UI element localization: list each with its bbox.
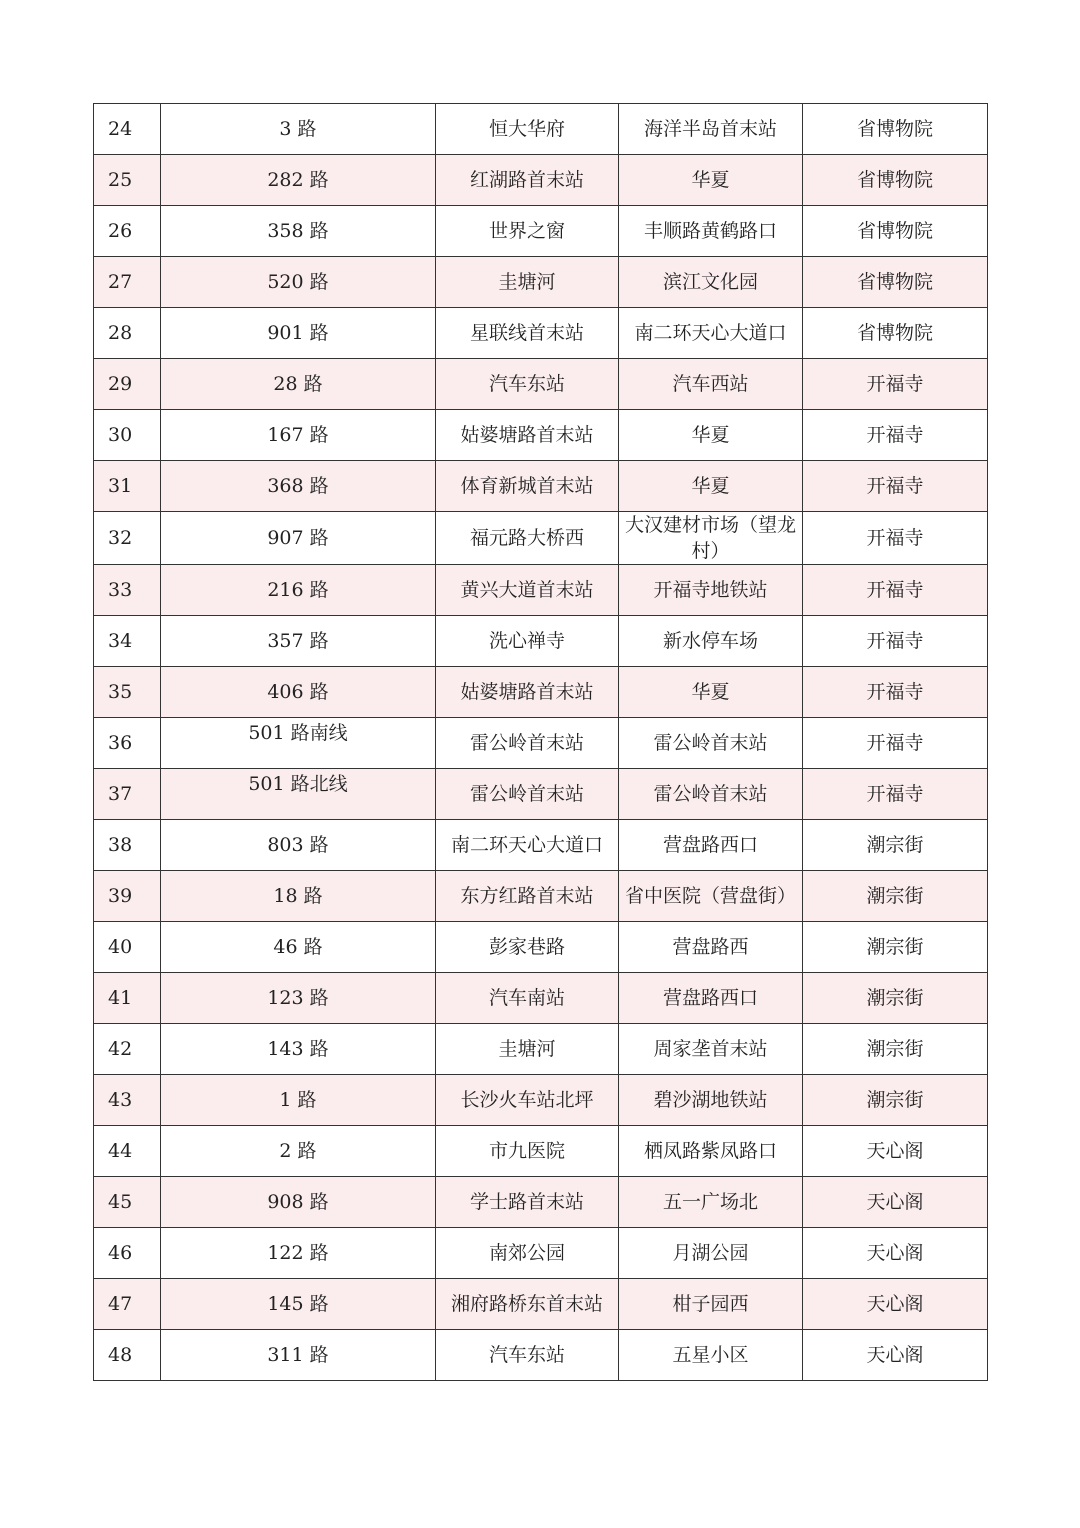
cell-number: 39 xyxy=(94,871,161,922)
cell-end-stop: 大汉建材市场（望龙村） xyxy=(619,512,803,565)
cell-number: 41 xyxy=(94,973,161,1024)
table-body xyxy=(94,104,988,1381)
table-row xyxy=(94,410,988,461)
table-row xyxy=(94,1075,988,1126)
cell-end-stop: 海洋半岛首末站 xyxy=(619,104,803,155)
cell-number: 43 xyxy=(94,1075,161,1126)
table-row xyxy=(94,1330,988,1381)
cell-number: 35 xyxy=(94,667,161,718)
cell-attraction: 省博物院 xyxy=(803,155,988,206)
cell-end-stop: 华夏 xyxy=(619,667,803,718)
cell-number: 44 xyxy=(94,1126,161,1177)
cell-start-stop: 汽车东站 xyxy=(436,359,619,410)
table-row xyxy=(94,206,988,257)
table-row xyxy=(94,820,988,871)
cell-end-stop: 雷公岭首末站 xyxy=(619,718,803,769)
cell-route: 28 路 xyxy=(161,359,436,410)
cell-route: 123 路 xyxy=(161,973,436,1024)
cell-end-stop: 新水停车场 xyxy=(619,616,803,667)
cell-number: 36 xyxy=(94,718,161,769)
cell-number: 27 xyxy=(94,257,161,308)
cell-start-stop: 福元路大桥西 xyxy=(436,512,619,565)
table-row xyxy=(94,104,988,155)
cell-route: 1 路 xyxy=(161,1075,436,1126)
cell-start-stop: 汽车南站 xyxy=(436,973,619,1024)
cell-end-stop: 五星小区 xyxy=(619,1330,803,1381)
cell-number: 37 xyxy=(94,769,161,820)
cell-route: 122 路 xyxy=(161,1228,436,1279)
table-row xyxy=(94,1228,988,1279)
cell-end-stop: 华夏 xyxy=(619,155,803,206)
cell-start-stop: 恒大华府 xyxy=(436,104,619,155)
table-row xyxy=(94,769,988,820)
cell-start-stop: 长沙火车站北坪 xyxy=(436,1075,619,1126)
cell-route: 908 路 xyxy=(161,1177,436,1228)
cell-route: 357 路 xyxy=(161,616,436,667)
cell-end-stop: 南二环天心大道口 xyxy=(619,308,803,359)
cell-start-stop: 姑婆塘路首末站 xyxy=(436,667,619,718)
cell-attraction: 省博物院 xyxy=(803,206,988,257)
table-row xyxy=(94,922,988,973)
cell-end-stop: 丰顺路黄鹤路口 xyxy=(619,206,803,257)
cell-end-stop: 营盘路西口 xyxy=(619,820,803,871)
cell-route: 216 路 xyxy=(161,565,436,616)
cell-attraction: 潮宗街 xyxy=(803,871,988,922)
cell-attraction: 开福寺 xyxy=(803,667,988,718)
cell-start-stop: 汽车东站 xyxy=(436,1330,619,1381)
cell-route: 282 路 xyxy=(161,155,436,206)
table-row xyxy=(94,461,988,512)
cell-attraction: 开福寺 xyxy=(803,410,988,461)
cell-attraction: 潮宗街 xyxy=(803,1024,988,1075)
cell-route: 46 路 xyxy=(161,922,436,973)
cell-end-stop: 滨江文化园 xyxy=(619,257,803,308)
cell-start-stop: 南郊公园 xyxy=(436,1228,619,1279)
cell-end-stop: 碧沙湖地铁站 xyxy=(619,1075,803,1126)
cell-start-stop: 圭塘河 xyxy=(436,257,619,308)
cell-end-stop: 栖凤路紫凤路口 xyxy=(619,1126,803,1177)
table-row xyxy=(94,1177,988,1228)
cell-attraction: 天心阁 xyxy=(803,1126,988,1177)
cell-start-stop: 世界之窗 xyxy=(436,206,619,257)
cell-number: 33 xyxy=(94,565,161,616)
cell-number: 48 xyxy=(94,1330,161,1381)
cell-attraction: 天心阁 xyxy=(803,1330,988,1381)
cell-start-stop: 星联线首末站 xyxy=(436,308,619,359)
cell-start-stop: 南二环天心大道口 xyxy=(436,820,619,871)
cell-number: 34 xyxy=(94,616,161,667)
cell-attraction: 开福寺 xyxy=(803,718,988,769)
cell-number: 32 xyxy=(94,512,161,565)
cell-number: 25 xyxy=(94,155,161,206)
cell-start-stop: 市九医院 xyxy=(436,1126,619,1177)
cell-attraction: 开福寺 xyxy=(803,512,988,565)
cell-attraction: 潮宗街 xyxy=(803,973,988,1024)
cell-route: 520 路 xyxy=(161,257,436,308)
cell-attraction: 潮宗街 xyxy=(803,1075,988,1126)
cell-end-stop: 汽车西站 xyxy=(619,359,803,410)
cell-route: 143 路 xyxy=(161,1024,436,1075)
cell-end-stop: 营盘路西口 xyxy=(619,973,803,1024)
cell-attraction: 省博物院 xyxy=(803,104,988,155)
cell-route: 18 路 xyxy=(161,871,436,922)
cell-number: 29 xyxy=(94,359,161,410)
cell-start-stop: 姑婆塘路首末站 xyxy=(436,410,619,461)
cell-start-stop: 体育新城首末站 xyxy=(436,461,619,512)
table-row xyxy=(94,1279,988,1330)
cell-attraction: 省博物院 xyxy=(803,308,988,359)
cell-start-stop: 雷公岭首末站 xyxy=(436,769,619,820)
cell-end-stop: 开福寺地铁站 xyxy=(619,565,803,616)
cell-route: 406 路 xyxy=(161,667,436,718)
cell-attraction: 开福寺 xyxy=(803,769,988,820)
cell-end-stop: 华夏 xyxy=(619,461,803,512)
table-row xyxy=(94,359,988,410)
cell-route: 368 路 xyxy=(161,461,436,512)
cell-number: 47 xyxy=(94,1279,161,1330)
cell-start-stop: 东方红路首末站 xyxy=(436,871,619,922)
cell-number: 26 xyxy=(94,206,161,257)
cell-attraction: 开福寺 xyxy=(803,461,988,512)
cell-start-stop: 圭塘河 xyxy=(436,1024,619,1075)
cell-number: 38 xyxy=(94,820,161,871)
cell-start-stop: 洗心禅寺 xyxy=(436,616,619,667)
cell-attraction: 开福寺 xyxy=(803,359,988,410)
cell-route: 803 路 xyxy=(161,820,436,871)
table-row xyxy=(94,512,988,565)
cell-number: 42 xyxy=(94,1024,161,1075)
table-row xyxy=(94,155,988,206)
cell-route: 3 路 xyxy=(161,104,436,155)
cell-end-stop: 月湖公园 xyxy=(619,1228,803,1279)
cell-attraction: 潮宗街 xyxy=(803,820,988,871)
cell-route: 167 路 xyxy=(161,410,436,461)
table-row xyxy=(94,871,988,922)
cell-number: 28 xyxy=(94,308,161,359)
cell-number: 45 xyxy=(94,1177,161,1228)
table-row xyxy=(94,667,988,718)
table-row xyxy=(94,1024,988,1075)
cell-route: 145 路 xyxy=(161,1279,436,1330)
cell-start-stop: 黄兴大道首末站 xyxy=(436,565,619,616)
cell-end-stop: 省中医院（营盘街） xyxy=(619,871,803,922)
cell-attraction: 开福寺 xyxy=(803,565,988,616)
cell-route: 2 路 xyxy=(161,1126,436,1177)
cell-end-stop: 五一广场北 xyxy=(619,1177,803,1228)
table-row xyxy=(94,257,988,308)
cell-attraction: 开福寺 xyxy=(803,616,988,667)
cell-number: 30 xyxy=(94,410,161,461)
cell-attraction: 天心阁 xyxy=(803,1279,988,1330)
cell-route: 311 路 xyxy=(161,1330,436,1381)
cell-attraction: 省博物院 xyxy=(803,257,988,308)
table-row xyxy=(94,308,988,359)
cell-start-stop: 红湖路首末站 xyxy=(436,155,619,206)
cell-attraction: 潮宗街 xyxy=(803,922,988,973)
cell-route: 358 路 xyxy=(161,206,436,257)
cell-attraction: 天心阁 xyxy=(803,1228,988,1279)
cell-end-stop: 柑子园西 xyxy=(619,1279,803,1330)
bus-route-table xyxy=(93,103,988,1381)
table-row xyxy=(94,565,988,616)
cell-start-stop: 彭家巷路 xyxy=(436,922,619,973)
cell-route: 501 路北线 xyxy=(161,769,436,820)
cell-attraction: 天心阁 xyxy=(803,1177,988,1228)
cell-number: 24 xyxy=(94,104,161,155)
cell-route: 907 路 xyxy=(161,512,436,565)
cell-route: 901 路 xyxy=(161,308,436,359)
table-row xyxy=(94,1126,988,1177)
cell-end-stop: 雷公岭首末站 xyxy=(619,769,803,820)
cell-end-stop: 营盘路西 xyxy=(619,922,803,973)
cell-end-stop: 周家垄首末站 xyxy=(619,1024,803,1075)
cell-start-stop: 湘府路桥东首末站 xyxy=(436,1279,619,1330)
cell-start-stop: 学士路首末站 xyxy=(436,1177,619,1228)
cell-number: 46 xyxy=(94,1228,161,1279)
cell-number: 40 xyxy=(94,922,161,973)
cell-start-stop: 雷公岭首末站 xyxy=(436,718,619,769)
cell-end-stop: 华夏 xyxy=(619,410,803,461)
cell-route: 501 路南线 xyxy=(161,718,436,769)
cell-number: 31 xyxy=(94,461,161,512)
table-row xyxy=(94,616,988,667)
table-row xyxy=(94,973,988,1024)
table-row xyxy=(94,718,988,769)
